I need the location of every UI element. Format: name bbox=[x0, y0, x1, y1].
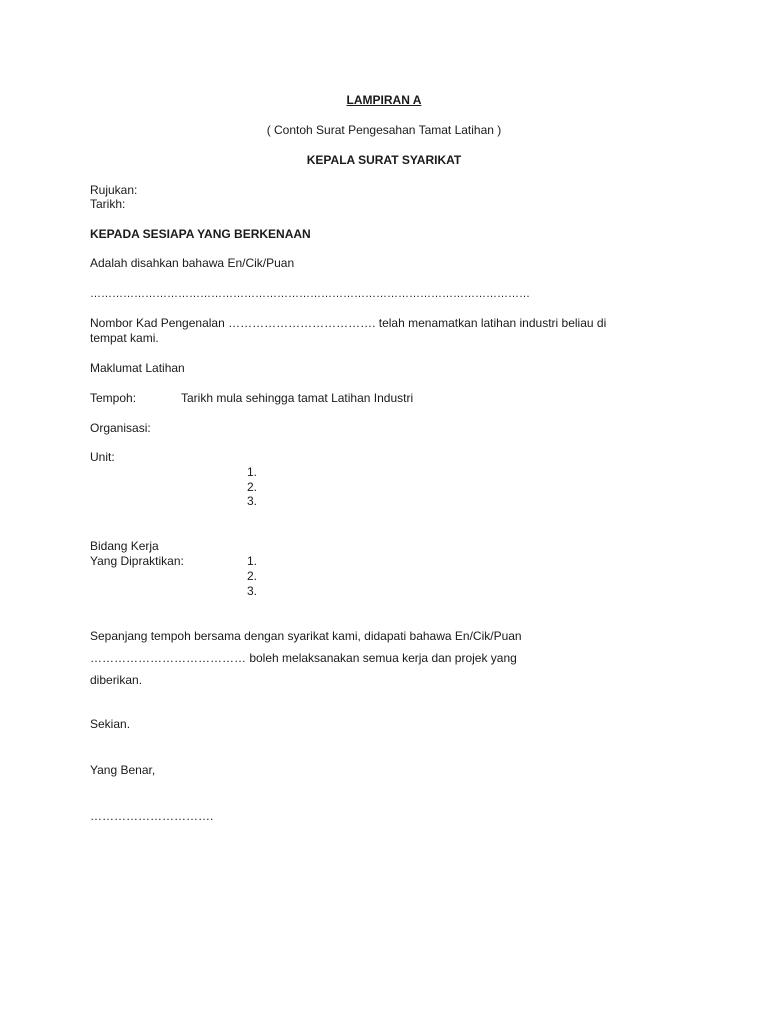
certify-line: Adalah disahkan bahawa En/Cik/Puan bbox=[90, 256, 295, 270]
unit-item-3: 3. bbox=[247, 494, 258, 508]
field-item-2: 2. bbox=[247, 569, 258, 583]
field-label-line-2: Yang Dipraktikan: bbox=[90, 554, 184, 568]
unit-label: Unit: bbox=[90, 450, 115, 464]
unit-item-1: 1. bbox=[247, 465, 258, 479]
organisation-label: Organisasi: bbox=[90, 421, 151, 435]
salutation: KEPADA SESIAPA YANG BERKENAAN bbox=[90, 227, 311, 241]
ic-line-2: tempat kami. bbox=[90, 331, 159, 345]
page-subtitle: ( Contoh Surat Pengesahan Tamat Latihan ) bbox=[266, 123, 502, 137]
period-value: Tarikh mula sehingga tamat Latihan Industri bbox=[181, 391, 414, 405]
field-label-line-1: Bidang Kerja bbox=[90, 539, 159, 553]
reference-label: Rujukan: bbox=[90, 183, 138, 197]
field-item-1: 1. bbox=[247, 554, 258, 568]
sign-off: Yang Benar, bbox=[90, 763, 156, 777]
period-label: Tempoh: bbox=[90, 391, 137, 405]
closing-line-3: diberikan. bbox=[90, 673, 143, 687]
unit-item-2: 2. bbox=[247, 480, 258, 494]
date-label: Tarikh: bbox=[90, 197, 126, 211]
ic-line-1: Nombor Kad Pengenalan ………………………………. telah menamatkan latihan industri beliau di bbox=[90, 316, 607, 330]
name-blank-line: ………………………………………………………………………………………………………… bbox=[90, 288, 530, 300]
signature-blank-line: …………………………. bbox=[90, 809, 214, 823]
field-item-3: 3. bbox=[247, 584, 258, 598]
page-title: LAMPIRAN A bbox=[346, 93, 422, 107]
closing-line-1: Sepanjang tempoh bersama dengan syarikat kami, didapati bahawa En/Cik/Puan bbox=[90, 629, 522, 643]
closing-line-2: ………………………………… boleh melaksanakan semua kerja dan projek yang bbox=[90, 651, 517, 665]
letterhead-placeholder: KEPALA SURAT SYARIKAT bbox=[306, 153, 462, 167]
sekian-text: Sekian. bbox=[90, 717, 131, 731]
training-info-heading: Maklumat Latihan bbox=[90, 361, 185, 375]
